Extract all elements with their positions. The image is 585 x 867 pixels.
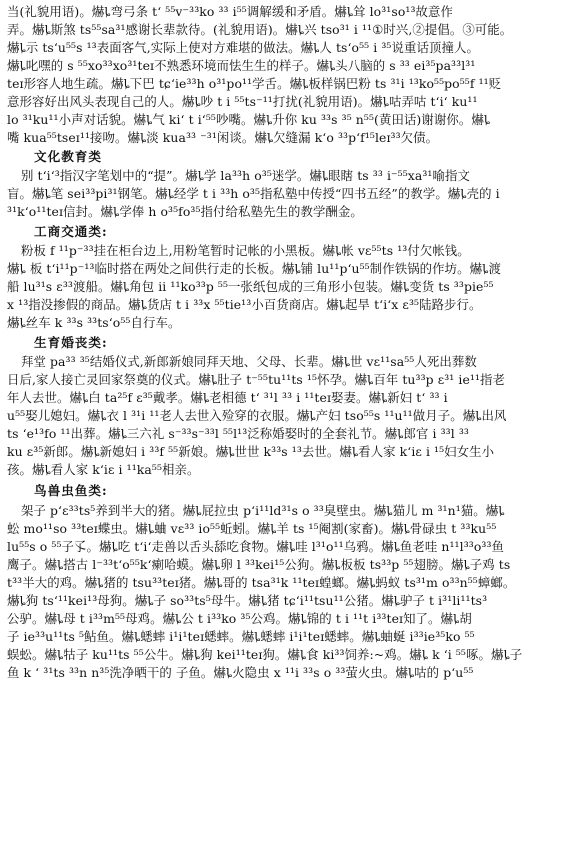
text-line: 蜈蚣。爀ȴ牯子 ku¹¹ts ⁵⁵公牛。爀ȴ狗 kei¹¹teɪ狗。爀ȴ食 ki³³饲养:~鸡。爀ȴ k ʻi ⁵⁵啄。爀ȴ子 xyxy=(7,647,523,662)
text-line: u⁵⁵娶儿媳妇。爀ȴ衣 l ³¹i ¹¹老人去世入殓穿的衣服。爀ȴ产妇 tso⁵⁵s ¹¹u¹¹做月子。爀ȴ出风 xyxy=(7,408,507,423)
text-line: 意形容好出风头表现自己的人。爀ȴ吵 t i ⁵⁵ts⁻¹¹打扰(礼貌用语)。爀ȴ咕弄咕 tʻiʻ ku¹¹ xyxy=(7,94,478,109)
text-line: 爀ȴ示 tsʻu⁵⁵s ¹³表面客气,实际上使对方难堪的做法。爀ȴ人 tsʻo⁵⁵ i ³⁵说重话顶撞人。 xyxy=(7,40,479,55)
section-heading-trade: 工商交通类: xyxy=(34,224,108,239)
section-heading-life-events: 生育婚丧类: xyxy=(34,335,108,350)
text-line: 鹰子。爀ȴ搭古 l⁻³³tʻo⁵⁵kʻ瘌哈蟆。爀ȴ卵 l ³³kei¹⁵公狗。爀ȴ板板 ts³³p ⁵⁵翅膀。爀ȴ子鸡 ts xyxy=(7,557,511,572)
section-heading-animals: 鸟兽虫鱼类: xyxy=(34,483,108,498)
text-line: 盲。爀ȴ笔 sei³³pi³¹钢笔。爀ȴ经学 t i ³³h o³⁵指私塾中传授“四书五经”的教学。爀ȴ壳的 i xyxy=(7,186,500,201)
text-line: teɪ形容人地生疏。爀ȴ下巴 tɕʻie³³h o³¹po¹¹学舌。爀ȴ板样锅巴粉 ts ³¹i ¹³ko⁵⁵po⁵⁵f ¹¹贬 xyxy=(7,76,502,91)
text-line: ³¹kʻo¹¹teɪ信封。爀ȴ学俸 h o³⁵fo³⁵指付给私塾先生的教学酬金。 xyxy=(7,204,363,219)
text-line: 爀ȴ 板 tʻi¹¹p⁻¹³临时搭在两处之间供行走的长板。爀ȴ铺 lu¹¹pʻu⁵⁵制作铁锅的作坊。爀ȴ渡 xyxy=(7,261,501,276)
text-line: 别 tʻiʻ³指汉字笔划中的“提”。爀ȴ学 la³³h o³⁵迷学。爀ȴ眼瞎 ts ³³ i⁻⁵⁵xa³¹喻指文 xyxy=(21,168,470,183)
text-line: 日后,家人接亡灵回家祭奠的仪式。爀ȴ肚子 t⁻⁵⁵tu¹¹ts ¹⁵怀孕。爀ȴ百年 tu³³p ɛ³¹ ie¹¹指老 xyxy=(7,372,506,387)
text-line: 爀ȴ狗 tsʻ¹¹kei¹³母狗。爀ȴ子 so³³ts⁵母牛。爀ȴ猪 tɕʻi¹¹tsu¹¹公猪。爀ȴ驴子 t i³¹li¹¹ts³ xyxy=(7,593,488,608)
text-line: 公驴。爀ȴ母 t i³³m⁵⁵母鸡。爀ȴ公 t i³³ko ³⁵公鸡。爀ȴ锦的 t i ¹¹t i³³teɪ知了。爀ȴ胡 xyxy=(7,611,472,626)
text-line: lo ³¹ku¹¹小声对话貌。爀ȴ气 kiʻ t iʻ⁵⁵吵嘴。爀ȴ升你 ku ³³s ³⁵ n⁵⁵(黄田话)谢谢你。爀ȴ xyxy=(7,112,491,127)
text-line: 子 ie³³u¹¹ts ⁵鲇鱼。爀ȴ蟋蟀 i¹i¹teɪ蟋蟀。爀ȴ蟋蟀 i¹i¹teɪ蟋蟀。爀ȴ蚰蜒 i³³ie³⁵ko ⁵⁵ xyxy=(7,629,475,644)
text-line: 孩。爀ȴ看人家 kʻiɛ i ¹¹ka⁵⁵相亲。 xyxy=(7,462,200,477)
text-line: x ¹³指没掺假的商品。爀ȴ货店 t i ³³x ⁵⁵tie¹³小百货商店。爀ȴ起旱 tʻiʻx ɛ³⁵陆路步行。 xyxy=(7,297,482,312)
text-line: 拜堂 pa³³ ³⁵结婚仪式,新郎新娘同拜天地、父母、长辈。爀ȴ世 vɛ¹¹sa⁵⁵人死出葬数 xyxy=(21,354,477,369)
text-line: 嘴 kua⁵⁵tseɪ¹¹接吻。爀ȴ淡 kua³³ ⁻³¹闲谈。爀ȴ欠缝漏 kʻo ³³pʻf¹⁵leɪ³³欠债。 xyxy=(7,130,439,145)
text-line: lu⁵⁵s o ⁵⁵子孓。爀ȴ吃 tʻiʻ走兽以舌头舔吃食物。爀ȴ哇 l³¹o¹¹乌鸦。爀ȴ鱼老哇 n¹¹l³³o³³鱼 xyxy=(7,539,505,554)
text-line: 架子 pʻɛ³³ts⁵养到半大的猪。爀ȴ屁拉虫 pʻi¹¹ld³¹s o ³³臭壁虫。爀ȴ猫儿 m ³¹n¹猫。爀ȴ xyxy=(21,503,505,518)
text-line: ts ʻe¹³fo ¹¹出葬。爀ȴ三六礼 s⁻³³s⁻³³l ⁵⁵l¹³泛称婚娶时的全套礼节。爀ȴ郎官 i ³³l ³³ xyxy=(7,426,469,441)
text-line: 爀ȴ丝车 k ³³s ³³tsʻo⁵⁵自行车。 xyxy=(7,315,181,330)
text-line: 爀ȴ叱嘿的 s ⁵⁵xo³³xo³¹teɪ不熟悉环境而怯生生的样子。爀ȴ头八脑的 s ³³ ei³⁵pa³³l³¹ xyxy=(7,58,476,73)
section-heading-education: 文化教育类 xyxy=(34,149,102,164)
text-line: 粉板 f ¹¹p⁻³³挂在柜台边上,用粉笔暂时记帐的小黑板。爀ȴ帐 vɛ⁵⁵ts ¹³付欠帐钱。 xyxy=(21,243,470,258)
text-line: ku ɛ³⁵新郎。爀ȴ新媳妇 i ³³f ⁵⁵新娘。爀ȴ世世 k³³s ¹³去世。爀ȴ看人家 kʻiɛ i ¹⁵妇女生小 xyxy=(7,444,495,459)
text-line: 船 lu³¹s ɛ³³渡船。爀ȴ角包 ii ¹¹ko³³p ⁵⁵一张纸包成的三角形小包装。爀ȴ变货 ts ³³pie⁵⁵ xyxy=(7,279,494,294)
text-line: 弄。爀ȴ斯煞 ts⁵⁵sa³¹感谢长辈款待。(礼貌用语)。爀ȴ兴 tso³¹ i ¹¹①时兴,②提倡。③可能。 xyxy=(7,22,513,37)
text-line: 当(礼貌用语)。爀ȴ弯弓条 tʻ ⁵⁵v⁻³³ko ³³ i⁵⁵调解缓和矛盾。爀ȴ耸 lo³¹so¹³故意作 xyxy=(7,4,453,19)
text-line: 年人去世。爀ȴ白 ta²⁵f ɛ³⁵戴孝。爀ȴ老相德 tʻ ³¹l ³³ i ¹¹teɪ娶妻。爀ȴ新妇 tʻ ³³ i xyxy=(7,390,448,405)
text-line: 蚣 mo¹¹so ³³teɪ蝶虫。爀ȴ蛐 vɛ³³ io⁵⁵蚯蚓。爀ȴ羊 ts ¹⁵阉割(家畜)。爀ȴ骨碌虫 t ³³ku⁵⁵ xyxy=(7,521,497,536)
text-line: 鱼 k ʻ ³¹ts ³³n n³⁵洗净晒干的 子鱼。爀ȴ火隐虫 x ¹¹i ³³s o ³³萤火虫。爀ȴ咕的 pʻu⁵⁵ xyxy=(7,665,474,680)
text-line: t³³半大的鸡。爀ȴ猪的 tsu³³teɪ猪。爀ȴ哥的 tsa³¹k ¹¹teɪ蝗螂。爀ȴ蚂蚁 ts³¹m o³³n⁵⁵蟑螂。 xyxy=(7,575,516,590)
